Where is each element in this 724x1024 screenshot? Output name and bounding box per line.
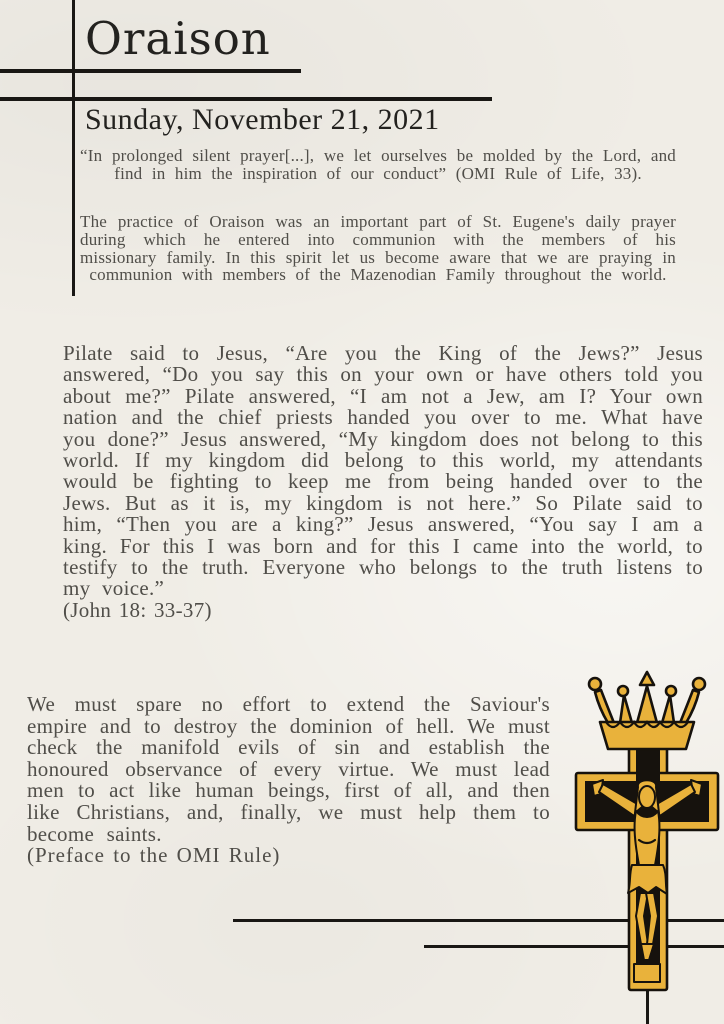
date-overline-rule [0,97,492,101]
gospel-text: Pilate said to Jesus, “Are you the King of the Jews?” Jesus answered, “Do you say this on your own or have others told you about me?” Pilate answered, “I am not a Jew, am I? Your own nation and the chief priests handed you over to me. What have you done?” Jesus answered, “My kingdom does not belong to this world. If my kingdom did belong to this world, my attendants would be fighting to keep me from being handed over to the Jews. But as it is, my kingdom is not here.” So Pilate said to him, “Then you are a king?” Jesus answered, “You say I am a king. For this I was born and for this I came into the world, to testify to the truth. Everyone who belongs to the truth listens to my voice.” [63,341,703,601]
crowned-crucifix-graphic [570,666,724,1000]
practice-note: The practice of Oraison was an important part of St. Eugene's daily prayer during which he entered into communion with the members of his missionary family. In this spirit let us become aware that we are praying in communion with members of the Mazenodian Family throughout the world. [80,212,676,285]
date-heading: Sunday, November 21, 2021 [85,103,440,136]
omi-rule-quote: “In prolonged silent prayer[...], we let ourselves be molded by the Lord, and find in him the inspiration of our conduct” (OMI Rule of Life, 33). [80,146,676,183]
title-underline-rule [0,69,301,73]
reflection-text: We must spare no effort to extend the Saviour's empire and to destroy the dominion of hell. We must check the manifold evils of sin and establish the honoured observance of every virtue. We must lead men to act like human beings, first of all, and then like Christians, and, finally, we must help them to become saints. [27,692,550,846]
crown-icon [589,672,705,749]
gospel-citation: (John 18: 33-37) [63,597,212,622]
header-vertical-rule [72,0,75,296]
gospel-reading [63,343,703,621]
page-title: Oraison [85,12,271,65]
founder-reflection [27,694,550,867]
reflection-citation: (Preface to the OMI Rule) [27,843,281,868]
